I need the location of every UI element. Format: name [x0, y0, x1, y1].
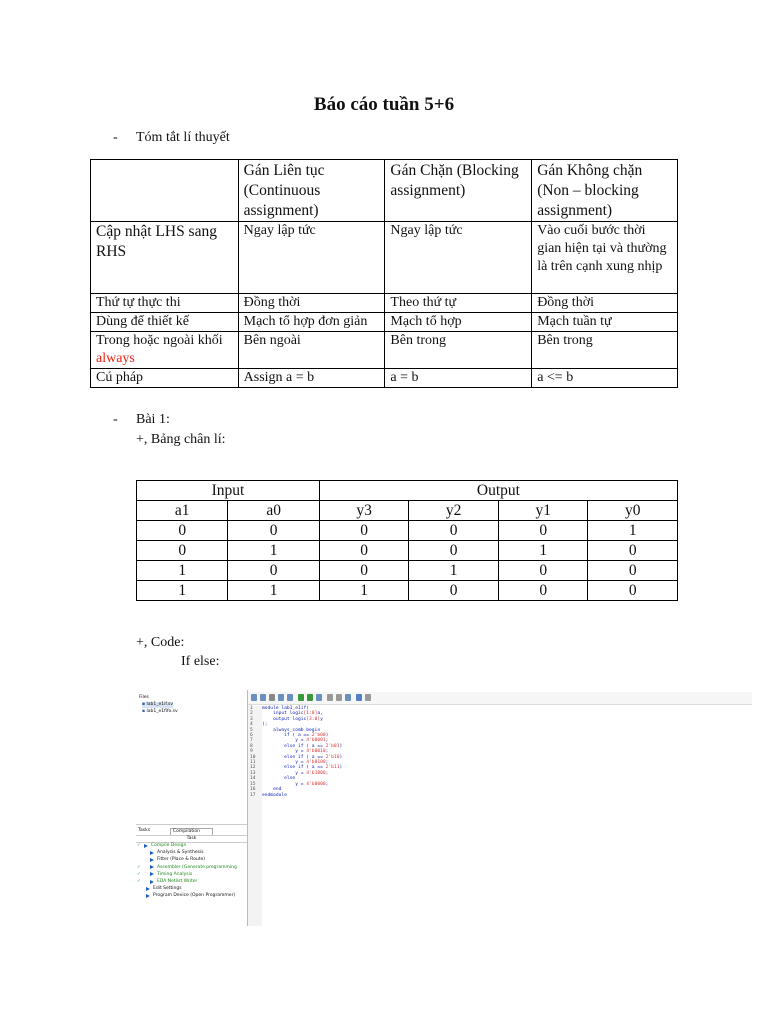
task-label: EDA Netlist Writer: [157, 879, 198, 884]
table-cell: a1: [137, 501, 228, 521]
table-cell: Output: [319, 481, 677, 501]
table-cell: Đồng thời: [532, 294, 678, 313]
table-cell: Cập nhật LHS sang RHS: [91, 222, 239, 294]
table-cell: Đồng thời: [238, 294, 385, 313]
table-cell: Gán Liên tục (Continuous assignment): [238, 160, 385, 222]
section-theory-summary: Tóm tắt lí thuyết: [136, 130, 230, 145]
play-icon: [144, 844, 148, 848]
table-cell: 0: [228, 521, 319, 541]
task-label: Program Device (Open Programmer): [153, 893, 236, 899]
table-cell: 0: [588, 561, 678, 581]
task-label: Edit Settings: [153, 886, 182, 892]
toolbar-icon[interactable]: [356, 694, 362, 701]
table-cell: 0: [498, 521, 588, 541]
toolbar-icon[interactable]: [365, 694, 371, 701]
toolbar-icon[interactable]: [260, 694, 266, 701]
page-title: Báo cáo tuần 5+6: [313, 94, 455, 115]
table-cell: 1: [228, 581, 319, 601]
truth-table: [136, 480, 678, 601]
cell-text: Trong hoặc ngoài khối: [96, 333, 223, 348]
table-cell: a0: [228, 501, 319, 521]
table-cell: Mạch tổ hợp: [385, 313, 532, 332]
play-icon: [150, 880, 154, 884]
toolbar-icon[interactable]: [345, 694, 351, 701]
tasks-pane: [136, 827, 247, 926]
table-cell: 0: [498, 581, 588, 601]
if-else-label: If else:: [181, 654, 220, 669]
check-icon: ✓: [137, 879, 141, 884]
table-cell: y2: [409, 501, 499, 521]
table-row: [137, 581, 678, 601]
table-cell: a <= b: [532, 369, 678, 388]
table-row: [137, 541, 678, 561]
table-cell: Bên ngoài: [238, 332, 385, 369]
table-cell: 0: [137, 541, 228, 561]
table-row: [91, 332, 678, 369]
line-numbers: 1 2 3 4 5 6 7 8 9 10 11 12 13 14 15 16 17: [250, 706, 256, 798]
table-cell: 0: [498, 561, 588, 581]
table-row: [137, 521, 678, 541]
task-column-header: Task: [136, 835, 247, 843]
task-label: Analysis & Synthesis: [157, 850, 204, 856]
file-icon: ▪: [142, 702, 146, 707]
table-row: [91, 313, 678, 332]
table-cell: Gán Không chặn (Non – blocking assignment): [532, 160, 678, 222]
table-cell: Dùng để thiết kế: [91, 313, 239, 332]
table-cell: Assign a = b: [238, 369, 385, 388]
truth-table-label: +, Bảng chân lí:: [136, 432, 226, 447]
table-cell: 0: [319, 561, 409, 581]
check-icon: ✓: [137, 843, 141, 848]
table-cell: 1: [588, 521, 678, 541]
toolbar-icon[interactable]: [251, 694, 257, 701]
table-row: [91, 369, 678, 388]
toolbar-icon[interactable]: [327, 694, 333, 701]
task-item[interactable]: [136, 865, 247, 872]
left-panels: [136, 690, 248, 926]
bullet-dash: -: [113, 412, 118, 427]
table-header-row: [137, 481, 678, 501]
play-icon: [146, 894, 150, 898]
toolbar-icon[interactable]: [298, 694, 304, 701]
table-cell: 1: [498, 541, 588, 561]
table-cell: y0: [588, 501, 678, 521]
code-editor[interactable]: module lab1_e1if( input logic[1:0]a, output logic[3:0]y ); always_comb begin if ( a == 2'b00) y = 4'b0001; else if ( a == 2'b01) y = 4'b0010; else if ( a == 2'b10) y = 4'b0100; else if ( a == 2'b11) y = 4'b1000; else y = 4'b0000; end endmodule: [262, 706, 343, 798]
table-cell: 1: [137, 581, 228, 601]
table-cell: Input: [137, 481, 320, 501]
table-cell: Mạch tổ hợp đơn giản: [238, 313, 385, 332]
table-cell: 0: [588, 581, 678, 601]
table-cell: Mạch tuần tự: [532, 313, 678, 332]
table-cell: Ngay lập tức: [238, 222, 385, 294]
table-cell: y3: [319, 501, 409, 521]
table-cell: 1: [137, 561, 228, 581]
table-cell: 0: [319, 541, 409, 561]
table-row: [91, 222, 678, 294]
section-exercise-1: Bài 1:: [136, 412, 170, 427]
table-cell: Cú pháp: [91, 369, 239, 388]
code-label: +, Code:: [136, 635, 185, 650]
table-cell: Theo thứ tự: [385, 294, 532, 313]
table-cell: [91, 160, 239, 222]
tasks-pane-title: Tasks: [138, 828, 151, 833]
task-label: Timing Analysis: [157, 871, 193, 877]
task-item[interactable]: [136, 857, 247, 864]
table-cell: Bên trong: [532, 332, 678, 369]
file-item[interactable]: [142, 709, 178, 715]
table-cell: [91, 332, 239, 369]
ide-screenshot: [136, 690, 752, 926]
play-icon: [150, 858, 154, 862]
task-item[interactable]: [136, 843, 247, 850]
table-cell: Ngay lập tức: [385, 222, 532, 294]
editor-toolbar: [248, 692, 752, 705]
table-cell: Thứ tự thực thi: [91, 294, 239, 313]
table-row: [137, 561, 678, 581]
task-label: Fitter (Place & Route): [157, 857, 205, 863]
table-cell: 0: [588, 541, 678, 561]
bullet-dash: -: [113, 130, 118, 145]
task-item[interactable]: [136, 872, 247, 879]
file-name: lab1_e1fifo.sv: [146, 709, 178, 714]
table-cell: 0: [228, 561, 319, 581]
table-cell: 0: [409, 521, 499, 541]
table-cell: y1: [498, 501, 588, 521]
toolbar-icon[interactable]: [269, 694, 275, 701]
play-icon: [150, 851, 154, 855]
table-cell: 1: [319, 581, 409, 601]
task-label: Assembler (Generate programming: [157, 864, 237, 870]
file-icon: ▪: [142, 709, 146, 714]
toolbar-icon[interactable]: [336, 694, 342, 701]
task-item[interactable]: [136, 879, 247, 886]
table-cell: a = b: [385, 369, 532, 388]
table-cell: 1: [409, 561, 499, 581]
files-pane: [136, 690, 247, 825]
toolbar-icon[interactable]: [307, 694, 313, 701]
table-cell: Bên trong: [385, 332, 532, 369]
toolbar-icon[interactable]: [278, 694, 284, 701]
task-label: Compile Design: [151, 843, 187, 848]
table-cell: Gán Chặn (Blocking assignment): [385, 160, 532, 222]
toolbar-icon[interactable]: [287, 694, 293, 701]
table-header-row: [91, 160, 678, 222]
task-item[interactable]: [136, 893, 247, 900]
check-icon: ✓: [137, 871, 141, 877]
file-name: lab1_e1if.sv: [146, 702, 174, 707]
always-keyword: always: [96, 351, 135, 366]
table-cell: Vào cuối bước thời gian hiện tại và thường là trên cạnh xung nhịp: [532, 222, 678, 294]
comparison-table: [90, 159, 678, 388]
play-icon: [146, 887, 150, 891]
flow-select[interactable]: Compilation: [170, 828, 213, 836]
table-cell: 0: [137, 521, 228, 541]
table-cell: 0: [409, 541, 499, 561]
table-row: [91, 294, 678, 313]
table-header-row: [137, 501, 678, 521]
table-cell: 0: [319, 521, 409, 541]
toolbar-icon[interactable]: [316, 694, 322, 701]
play-icon: [150, 865, 154, 869]
table-cell: 0: [409, 581, 499, 601]
check-icon: ✓: [137, 864, 141, 870]
file-item[interactable]: [142, 702, 173, 708]
play-icon: [150, 872, 154, 876]
table-cell: 1: [228, 541, 319, 561]
files-pane-title: Files: [139, 695, 149, 700]
